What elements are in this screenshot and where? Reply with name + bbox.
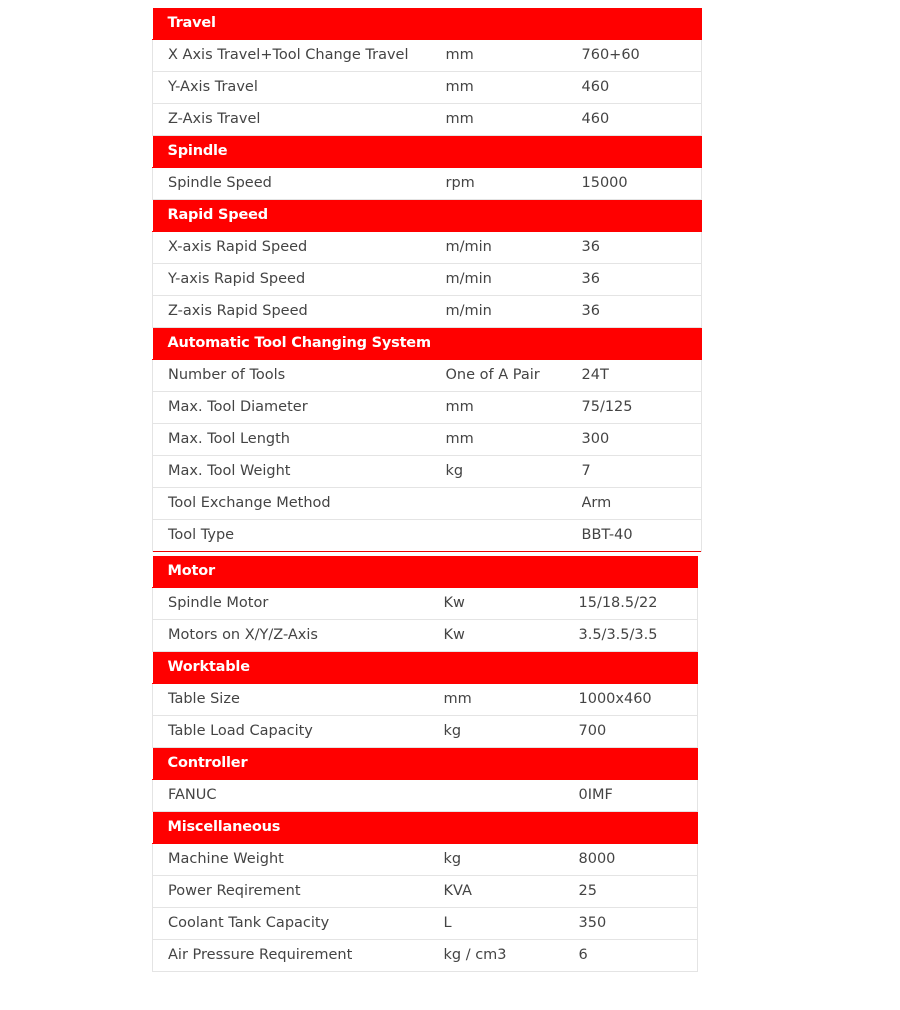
spec-name: Z-axis Rapid Speed [153,296,446,328]
spec-unit: mm [446,72,582,104]
spec-value: 7 [582,456,702,488]
spec-value: Arm [582,488,702,520]
spec-unit: m/min [446,296,582,328]
spec-value: 75/125 [582,392,702,424]
section-title: Motor [153,556,698,588]
spec-value: 300 [582,424,702,456]
spec-unit: m/min [446,232,582,264]
spec-unit: kg [446,456,582,488]
spec-unit [446,520,582,552]
spec-row [153,360,702,392]
section-title: Rapid Speed [153,200,702,232]
spec-row [153,908,698,940]
spec-value: 8000 [579,844,698,876]
spec-name: Spindle Motor [153,588,444,620]
spec-unit: mm [446,424,582,456]
section-header [153,748,698,780]
section-title: Miscellaneous [153,812,698,844]
spec-row [153,40,702,72]
spec-name: Machine Weight [153,844,444,876]
spec-unit [446,488,582,520]
section-header [153,8,702,40]
section-header [153,136,702,168]
spec-name: FANUC [153,780,444,812]
spec-value: 760+60 [582,40,702,72]
section-title: Controller [153,748,698,780]
spec-row [153,684,698,716]
section-header [153,812,698,844]
section-header [153,556,698,588]
spec-unit: One of A Pair [446,360,582,392]
section-header [153,328,702,360]
section-title: Automatic Tool Changing System [153,328,702,360]
spec-name: Motors on X/Y/Z-Axis [153,620,444,652]
spec-name: Y-axis Rapid Speed [153,264,446,296]
spec-row [153,876,698,908]
section-header [153,200,702,232]
spec-table-lower [152,556,698,972]
spec-unit: mm [446,104,582,136]
spec-row [153,392,702,424]
spec-name: Air Pressure Requirement [153,940,444,972]
spec-row [153,588,698,620]
spec-unit: kg [444,716,579,748]
spec-unit [444,780,579,812]
spec-value: 36 [582,264,702,296]
spec-name: Y-Axis Travel [153,72,446,104]
section-title: Travel [153,8,702,40]
spec-unit: rpm [446,168,582,200]
spec-unit: mm [446,392,582,424]
spec-name: Max. Tool Length [153,424,446,456]
spec-value: 460 [582,104,702,136]
spec-name: X Axis Travel+Tool Change Travel [153,40,446,72]
spec-row [153,940,698,972]
spec-row [153,72,702,104]
section-header [153,652,698,684]
spec-row [153,844,698,876]
spec-unit: mm [444,684,579,716]
spec-name: Z-Axis Travel [153,104,446,136]
spec-value: 350 [579,908,698,940]
spec-name: Table Load Capacity [153,716,444,748]
spec-value: 25 [579,876,698,908]
spec-row [153,488,702,520]
spec-row [153,296,702,328]
spec-unit: L [444,908,579,940]
spec-row [153,232,702,264]
section-title: Spindle [153,136,702,168]
spec-unit: mm [446,40,582,72]
spec-row [153,456,702,488]
spec-name: Power Reqirement [153,876,444,908]
spec-name: X-axis Rapid Speed [153,232,446,264]
spec-value: 0IMF [579,780,698,812]
spec-name: Number of Tools [153,360,446,392]
spec-row [153,424,702,456]
spec-unit: kg / cm3 [444,940,579,972]
section-title: Worktable [153,652,698,684]
spec-table-upper [152,8,702,552]
spec-unit: m/min [446,264,582,296]
spec-name: Spindle Speed [153,168,446,200]
spec-value: 36 [582,296,702,328]
spec-value: 3.5/3.5/3.5 [579,620,698,652]
spec-value: 460 [582,72,702,104]
spec-row [153,520,702,552]
spec-unit: KVA [444,876,579,908]
spec-name: Table Size [153,684,444,716]
spec-value: 6 [579,940,698,972]
spec-row [153,780,698,812]
spec-row [153,264,702,296]
spec-name: Max. Tool Weight [153,456,446,488]
spec-row [153,716,698,748]
spec-value: BBT-40 [582,520,702,552]
spec-value: 1000x460 [579,684,698,716]
spec-name: Max. Tool Diameter [153,392,446,424]
spec-value: 700 [579,716,698,748]
spec-name: Tool Exchange Method [153,488,446,520]
spec-row [153,104,702,136]
spec-name: Tool Type [153,520,446,552]
spec-value: 36 [582,232,702,264]
spec-value: 15/18.5/22 [579,588,698,620]
spec-name: Coolant Tank Capacity [153,908,444,940]
spec-row [153,620,698,652]
spec-value: 24T [582,360,702,392]
spec-unit: Kw [444,620,579,652]
spec-unit: Kw [444,588,579,620]
spec-row [153,168,702,200]
spec-unit: kg [444,844,579,876]
spec-value: 15000 [582,168,702,200]
